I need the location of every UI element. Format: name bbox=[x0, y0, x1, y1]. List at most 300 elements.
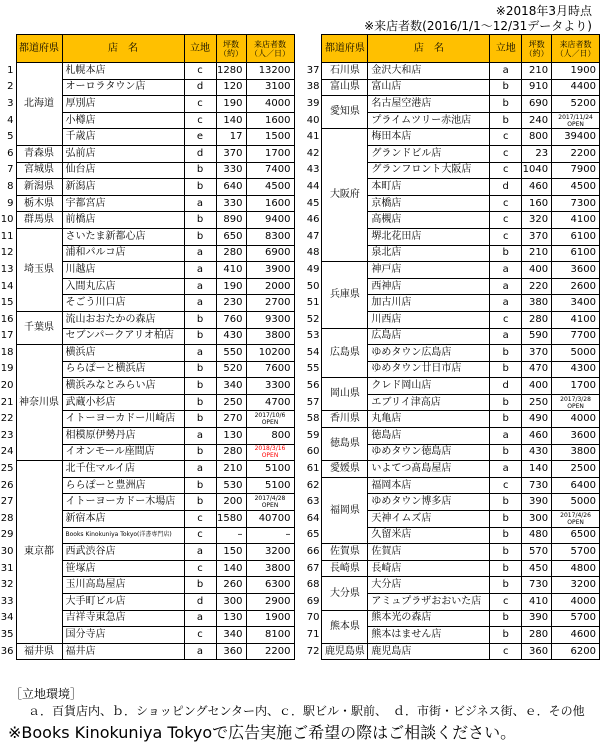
store-row bbox=[0, 643, 294, 660]
location-type: c bbox=[490, 195, 522, 212]
row-number: 46 bbox=[306, 214, 320, 226]
floor-area: 240 bbox=[522, 112, 552, 129]
floor-area: 590 bbox=[522, 328, 552, 345]
daily-visitors: 800 bbox=[246, 428, 294, 445]
store-row bbox=[306, 610, 600, 627]
store-name: 宇都宮店 bbox=[62, 195, 184, 212]
location-type: a bbox=[490, 295, 522, 312]
daily-visitors: 2700 bbox=[246, 295, 294, 312]
prefecture-cell: 鹿児島県 bbox=[322, 643, 368, 660]
row-number: 72 bbox=[306, 645, 320, 657]
location-type: c bbox=[184, 63, 216, 80]
row-number: 58 bbox=[306, 413, 320, 425]
location-type: b bbox=[490, 577, 522, 594]
store-row bbox=[0, 345, 294, 362]
store-name: イオンモール座間店 bbox=[62, 444, 184, 461]
row-number: 65 bbox=[306, 529, 320, 541]
daily-visitors: 39400 bbox=[552, 129, 600, 146]
store-name: 武蔵小杉店 bbox=[62, 394, 184, 411]
row-number: 30 bbox=[0, 546, 14, 558]
row-number: 68 bbox=[306, 579, 320, 591]
row-number: 11 bbox=[0, 230, 14, 242]
store-name: ゆめタウン広島店 bbox=[368, 345, 490, 362]
floor-area: 280 bbox=[216, 444, 246, 461]
location-type: b bbox=[184, 411, 216, 428]
floor-area: 370 bbox=[522, 228, 552, 245]
daily-visitors: 5000 bbox=[552, 494, 600, 511]
location-type: a bbox=[184, 428, 216, 445]
floor-area: 730 bbox=[522, 477, 552, 494]
floor-area: 140 bbox=[216, 112, 246, 129]
store-name: 大分店 bbox=[368, 577, 490, 594]
row-number: 15 bbox=[0, 297, 14, 309]
daily-visitors: 3100 bbox=[246, 79, 294, 96]
location-type: c bbox=[490, 477, 522, 494]
floor-area: 360 bbox=[216, 643, 246, 660]
daily-visitors: 5200 bbox=[552, 96, 600, 113]
row-number: 32 bbox=[0, 579, 14, 591]
location-type: b bbox=[184, 328, 216, 345]
prefecture-cell: 富山県 bbox=[322, 79, 368, 96]
location-type: c bbox=[184, 627, 216, 644]
floor-area: 480 bbox=[522, 527, 552, 544]
daily-visitors: 5700 bbox=[552, 544, 600, 561]
row-number: 9 bbox=[7, 197, 14, 209]
row-number: 23 bbox=[0, 429, 14, 441]
row-number: 12 bbox=[0, 247, 14, 259]
store-name: 新潟店 bbox=[62, 179, 184, 196]
store-row bbox=[306, 328, 600, 345]
store-name: 泉北店 bbox=[368, 245, 490, 262]
daily-visitors: 6300 bbox=[246, 577, 294, 594]
row-number: 18 bbox=[0, 346, 14, 358]
store-name: 国分寺店 bbox=[62, 627, 184, 644]
floor-area: – bbox=[216, 527, 246, 544]
location-type: a bbox=[490, 262, 522, 279]
store-row bbox=[306, 544, 600, 561]
prefecture-cell: 東京都 bbox=[16, 461, 62, 644]
daily-visitors: 3800 bbox=[552, 444, 600, 461]
location-type: c bbox=[184, 511, 216, 528]
row-number: 24 bbox=[0, 446, 14, 458]
daily-visitors: 4100 bbox=[552, 311, 600, 328]
daily-visitors: 3400 bbox=[552, 295, 600, 312]
store-name: 入間丸広店 bbox=[62, 278, 184, 295]
store-name: 西武渋谷店 bbox=[62, 544, 184, 561]
floor-area: 190 bbox=[216, 278, 246, 295]
floor-area: 380 bbox=[522, 295, 552, 312]
row-number: 16 bbox=[0, 313, 14, 325]
row-number: 17 bbox=[0, 330, 14, 342]
daily-visitors: 2017/10/6 OPEN bbox=[246, 411, 294, 428]
row-number: 19 bbox=[0, 363, 14, 375]
prefecture-cell: 新潟県 bbox=[16, 179, 62, 196]
daily-visitors: 2017/3/28 OPEN bbox=[552, 394, 600, 411]
store-name: ゆめタウン博多店 bbox=[368, 494, 490, 511]
floor-area: 530 bbox=[216, 477, 246, 494]
store-name: 丸亀店 bbox=[368, 411, 490, 428]
floor-area: 120 bbox=[216, 79, 246, 96]
daily-visitors: 3300 bbox=[246, 378, 294, 395]
daily-visitors: 5100 bbox=[246, 477, 294, 494]
floor-area: 460 bbox=[522, 179, 552, 196]
loc-header: 立地 bbox=[184, 35, 216, 63]
floor-area: 140 bbox=[216, 560, 246, 577]
location-type: a bbox=[490, 63, 522, 80]
store-name: イトーヨーカドー木場店 bbox=[62, 494, 184, 511]
row-number: 45 bbox=[306, 197, 320, 209]
area-header: 坪数 （約） bbox=[216, 35, 246, 63]
daily-visitors: 2017/11/24 OPEN bbox=[552, 112, 600, 129]
daily-visitors: 2600 bbox=[552, 278, 600, 295]
store-row bbox=[306, 461, 600, 478]
store-row bbox=[0, 162, 294, 179]
floor-area: 130 bbox=[216, 610, 246, 627]
floor-area: 17 bbox=[216, 129, 246, 146]
daily-visitors: 2000 bbox=[246, 278, 294, 295]
daily-visitors: 2017/4/26 OPEN bbox=[552, 511, 600, 528]
floor-area: 430 bbox=[522, 444, 552, 461]
floor-area: 410 bbox=[216, 262, 246, 279]
floor-area: 280 bbox=[522, 311, 552, 328]
daily-visitors: 7900 bbox=[552, 162, 600, 179]
location-type: d bbox=[184, 79, 216, 96]
daily-visitors: 13200 bbox=[246, 63, 294, 80]
location-type: b bbox=[490, 394, 522, 411]
location-type: b bbox=[490, 96, 522, 113]
location-type: b bbox=[184, 477, 216, 494]
floor-area: 330 bbox=[216, 195, 246, 212]
daily-visitors: 4800 bbox=[552, 560, 600, 577]
prefecture-cell: 大阪府 bbox=[322, 129, 368, 262]
row-number: 55 bbox=[306, 363, 320, 375]
prefecture-cell: 福岡県 bbox=[322, 477, 368, 543]
store-name: 熊本はません店 bbox=[368, 627, 490, 644]
visitors-data-note: ※来店者数(2016/1/1～12/31データより) bbox=[364, 19, 592, 33]
daily-visitors: 1600 bbox=[246, 112, 294, 129]
store-name: 浦和パルコ店 bbox=[62, 245, 184, 262]
location-type: b bbox=[184, 494, 216, 511]
daily-visitors: 8100 bbox=[246, 627, 294, 644]
floor-area: 360 bbox=[522, 643, 552, 660]
store-table-right bbox=[306, 34, 600, 660]
location-type: b bbox=[490, 560, 522, 577]
no-header bbox=[306, 35, 322, 63]
floor-area: 210 bbox=[216, 461, 246, 478]
row-number: 1 bbox=[7, 64, 14, 76]
row-number: 38 bbox=[306, 81, 320, 93]
location-type: c bbox=[184, 112, 216, 129]
location-type: b bbox=[184, 179, 216, 196]
row-number: 27 bbox=[0, 496, 14, 508]
prefecture-cell: 神奈川県 bbox=[16, 345, 62, 461]
store-name: グランドビル店 bbox=[368, 145, 490, 162]
store-name: 神戸店 bbox=[368, 262, 490, 279]
store-row bbox=[0, 195, 294, 212]
store-name: 本町店 bbox=[368, 179, 490, 196]
location-type: c bbox=[490, 228, 522, 245]
prefecture-cell: 大分県 bbox=[322, 577, 368, 610]
floor-area: 650 bbox=[216, 228, 246, 245]
store-name: 久留米店 bbox=[368, 527, 490, 544]
daily-visitors: 3200 bbox=[246, 544, 294, 561]
prefecture-cell: 群馬県 bbox=[16, 212, 62, 229]
daily-visitors: 5100 bbox=[246, 461, 294, 478]
row-number: 13 bbox=[0, 263, 14, 275]
daily-visitors: 4000 bbox=[246, 96, 294, 113]
store-row bbox=[0, 212, 294, 229]
floor-area: 460 bbox=[522, 428, 552, 445]
store-name: 大手町ビル店 bbox=[62, 594, 184, 611]
location-type: b bbox=[184, 394, 216, 411]
daily-visitors: 6500 bbox=[552, 527, 600, 544]
row-number: 3 bbox=[7, 97, 14, 109]
location-type: b bbox=[490, 361, 522, 378]
floor-area: 690 bbox=[522, 96, 552, 113]
floor-area: 150 bbox=[216, 544, 246, 561]
store-name: 富山店 bbox=[368, 79, 490, 96]
daily-visitors: 6400 bbox=[552, 477, 600, 494]
daily-visitors: 4500 bbox=[552, 179, 600, 196]
store-name: 徳島店 bbox=[368, 428, 490, 445]
store-row bbox=[306, 129, 600, 146]
floor-area: 300 bbox=[522, 511, 552, 528]
daily-visitors: 6100 bbox=[552, 245, 600, 262]
floor-area: 730 bbox=[522, 577, 552, 594]
store-name: 札幌本店 bbox=[62, 63, 184, 80]
prefecture-cell: 福井県 bbox=[16, 643, 62, 660]
floor-area: 250 bbox=[522, 394, 552, 411]
location-type: a bbox=[184, 610, 216, 627]
row-number: 59 bbox=[306, 429, 320, 441]
store-name: 名古屋空港店 bbox=[368, 96, 490, 113]
row-number: 5 bbox=[7, 131, 14, 143]
floor-area: 230 bbox=[216, 295, 246, 312]
floor-area: 400 bbox=[522, 378, 552, 395]
location-type: b bbox=[184, 444, 216, 461]
floor-area: 220 bbox=[522, 278, 552, 295]
store-name: 川西店 bbox=[368, 311, 490, 328]
store-name: 仙台店 bbox=[62, 162, 184, 179]
visitors-header: 来店者数 （人／日） bbox=[246, 35, 294, 63]
area-header: 坪数 （約） bbox=[522, 35, 552, 63]
row-number: 35 bbox=[0, 628, 14, 640]
store-name: いよてつ髙島屋店 bbox=[368, 461, 490, 478]
location-type: b bbox=[490, 79, 522, 96]
floor-area: 340 bbox=[216, 627, 246, 644]
store-name: プライムツリー赤池店 bbox=[368, 112, 490, 129]
prefecture-cell: 香川県 bbox=[322, 411, 368, 428]
row-number: 7 bbox=[7, 164, 14, 176]
floor-area: 260 bbox=[216, 577, 246, 594]
row-number: 54 bbox=[306, 346, 320, 358]
floor-area: 800 bbox=[522, 129, 552, 146]
row-number: 29 bbox=[0, 529, 14, 541]
floor-area: 280 bbox=[216, 245, 246, 262]
store-name: 小樽店 bbox=[62, 112, 184, 129]
row-number: 70 bbox=[306, 612, 320, 624]
prefecture-cell: 長崎県 bbox=[322, 560, 368, 577]
floor-area: 760 bbox=[216, 311, 246, 328]
store-name: 金沢大和店 bbox=[368, 63, 490, 80]
store-row bbox=[0, 461, 294, 478]
store-name: 前橋店 bbox=[62, 212, 184, 229]
store-name: ららぽーと豊洲店 bbox=[62, 477, 184, 494]
daily-visitors: 1500 bbox=[246, 129, 294, 146]
store-name: 佐賀店 bbox=[368, 544, 490, 561]
store-name: 厚別店 bbox=[62, 96, 184, 113]
row-number: 61 bbox=[306, 463, 320, 475]
floor-area: 1580 bbox=[216, 511, 246, 528]
location-type: b bbox=[490, 544, 522, 561]
store-name: 加古川店 bbox=[368, 295, 490, 312]
row-number: 63 bbox=[306, 496, 320, 508]
location-type: b bbox=[490, 245, 522, 262]
floor-area: 550 bbox=[216, 345, 246, 362]
daily-visitors: 1900 bbox=[246, 610, 294, 627]
store-row bbox=[306, 79, 600, 96]
location-type: a bbox=[184, 278, 216, 295]
store-name: 西神店 bbox=[368, 278, 490, 295]
store-name: 鹿児島店 bbox=[368, 643, 490, 660]
row-number: 48 bbox=[306, 247, 320, 259]
location-type: a bbox=[184, 195, 216, 212]
location-type: a bbox=[184, 262, 216, 279]
daily-visitors: 7300 bbox=[552, 195, 600, 212]
store-name: グランフロント大阪店 bbox=[368, 162, 490, 179]
row-number: 10 bbox=[0, 214, 14, 226]
store-name: 千歳店 bbox=[62, 129, 184, 146]
daily-visitors: 4400 bbox=[552, 79, 600, 96]
row-number: 51 bbox=[306, 297, 320, 309]
visitors-header: 来店者数 （人／日） bbox=[552, 35, 600, 63]
row-number: 60 bbox=[306, 446, 320, 458]
location-type: a bbox=[490, 328, 522, 345]
store-name: 笹塚店 bbox=[62, 560, 184, 577]
store-row bbox=[306, 63, 600, 80]
location-env-title: ［立地環境］ bbox=[10, 687, 83, 701]
row-number: 56 bbox=[306, 380, 320, 392]
prefecture-cell: 栃木県 bbox=[16, 195, 62, 212]
prefecture-cell: 愛媛県 bbox=[322, 461, 368, 478]
floor-area: 470 bbox=[522, 361, 552, 378]
location-type: a bbox=[184, 544, 216, 561]
prefecture-cell: 佐賀県 bbox=[322, 544, 368, 561]
daily-visitors: 10200 bbox=[246, 345, 294, 362]
row-number: 31 bbox=[0, 562, 14, 574]
daily-visitors: 2200 bbox=[552, 145, 600, 162]
store-name: 京橋店 bbox=[368, 195, 490, 212]
floor-area: 520 bbox=[216, 361, 246, 378]
location-type: c bbox=[184, 527, 216, 544]
location-type: a bbox=[184, 461, 216, 478]
row-number: 34 bbox=[0, 612, 14, 624]
daily-visitors: 40700 bbox=[246, 511, 294, 528]
floor-area: 140 bbox=[522, 461, 552, 478]
store-row bbox=[306, 96, 600, 113]
daily-visitors: 2900 bbox=[246, 594, 294, 611]
location-type: c bbox=[490, 594, 522, 611]
daily-visitors: 5700 bbox=[552, 610, 600, 627]
row-number: 22 bbox=[0, 413, 14, 425]
location-type: a bbox=[184, 345, 216, 362]
row-number: 42 bbox=[306, 147, 320, 159]
store-name: 天神イムズ店 bbox=[368, 511, 490, 528]
daily-visitors: 7700 bbox=[552, 328, 600, 345]
loc-header: 立地 bbox=[490, 35, 522, 63]
no-header bbox=[0, 35, 16, 63]
row-number: 62 bbox=[306, 479, 320, 491]
store-row bbox=[306, 378, 600, 395]
location-type: b bbox=[490, 511, 522, 528]
row-number: 37 bbox=[306, 64, 320, 76]
daily-visitors: 2500 bbox=[552, 461, 600, 478]
store-name: セブンパークアリオ柏店 bbox=[62, 328, 184, 345]
prefecture-cell: 愛知県 bbox=[322, 96, 368, 129]
daily-visitors: 2017/4/28 OPEN bbox=[246, 494, 294, 511]
row-number: 57 bbox=[306, 396, 320, 408]
store-name: 堺北花田店 bbox=[368, 228, 490, 245]
floor-area: 280 bbox=[522, 627, 552, 644]
contact-note: ※Books Kinokuniya Tokyoで広告実施ご希望の際はご相談ください。 bbox=[8, 723, 517, 742]
row-number: 14 bbox=[0, 280, 14, 292]
store-row bbox=[0, 311, 294, 328]
location-type: a bbox=[184, 245, 216, 262]
row-number: 67 bbox=[306, 562, 320, 574]
prefecture-cell: 兵庫県 bbox=[322, 262, 368, 328]
location-type: c bbox=[490, 311, 522, 328]
location-type: a bbox=[490, 428, 522, 445]
as-of-note: ※2018年3月時点 bbox=[495, 4, 592, 18]
row-number: 41 bbox=[306, 131, 320, 143]
store-row bbox=[306, 428, 600, 445]
location-type: b bbox=[184, 378, 216, 395]
store-name: 梅田本店 bbox=[368, 129, 490, 146]
store-name: 熊本光の森店 bbox=[368, 610, 490, 627]
row-number: 6 bbox=[7, 147, 14, 159]
location-type: c bbox=[490, 212, 522, 229]
store-name: 長崎店 bbox=[368, 560, 490, 577]
floor-area: 270 bbox=[216, 411, 246, 428]
daily-visitors: 3800 bbox=[246, 560, 294, 577]
store-row bbox=[0, 228, 294, 245]
row-number: 43 bbox=[306, 164, 320, 176]
floor-area: 210 bbox=[522, 245, 552, 262]
name-header: 店 名 bbox=[368, 35, 490, 63]
location-type: b bbox=[490, 610, 522, 627]
daily-visitors: 1700 bbox=[552, 378, 600, 395]
daily-visitors: 4700 bbox=[246, 394, 294, 411]
store-name: 弘前店 bbox=[62, 145, 184, 162]
location-type: a bbox=[490, 461, 522, 478]
row-number: 33 bbox=[0, 595, 14, 607]
floor-area: 890 bbox=[216, 212, 246, 229]
store-row bbox=[306, 577, 600, 594]
location-type: c bbox=[490, 129, 522, 146]
prefecture-cell: 北海道 bbox=[16, 63, 62, 146]
floor-area: 210 bbox=[522, 63, 552, 80]
daily-visitors: 3600 bbox=[552, 428, 600, 445]
store-name: さいたま新都心店 bbox=[62, 228, 184, 245]
daily-visitors: 2200 bbox=[246, 643, 294, 660]
location-type: c bbox=[490, 643, 522, 660]
row-number: 2 bbox=[7, 81, 14, 93]
store-name: 川越店 bbox=[62, 262, 184, 279]
location-type: b bbox=[490, 411, 522, 428]
floor-area: 250 bbox=[216, 394, 246, 411]
location-type: a bbox=[184, 643, 216, 660]
floor-area: 390 bbox=[522, 610, 552, 627]
